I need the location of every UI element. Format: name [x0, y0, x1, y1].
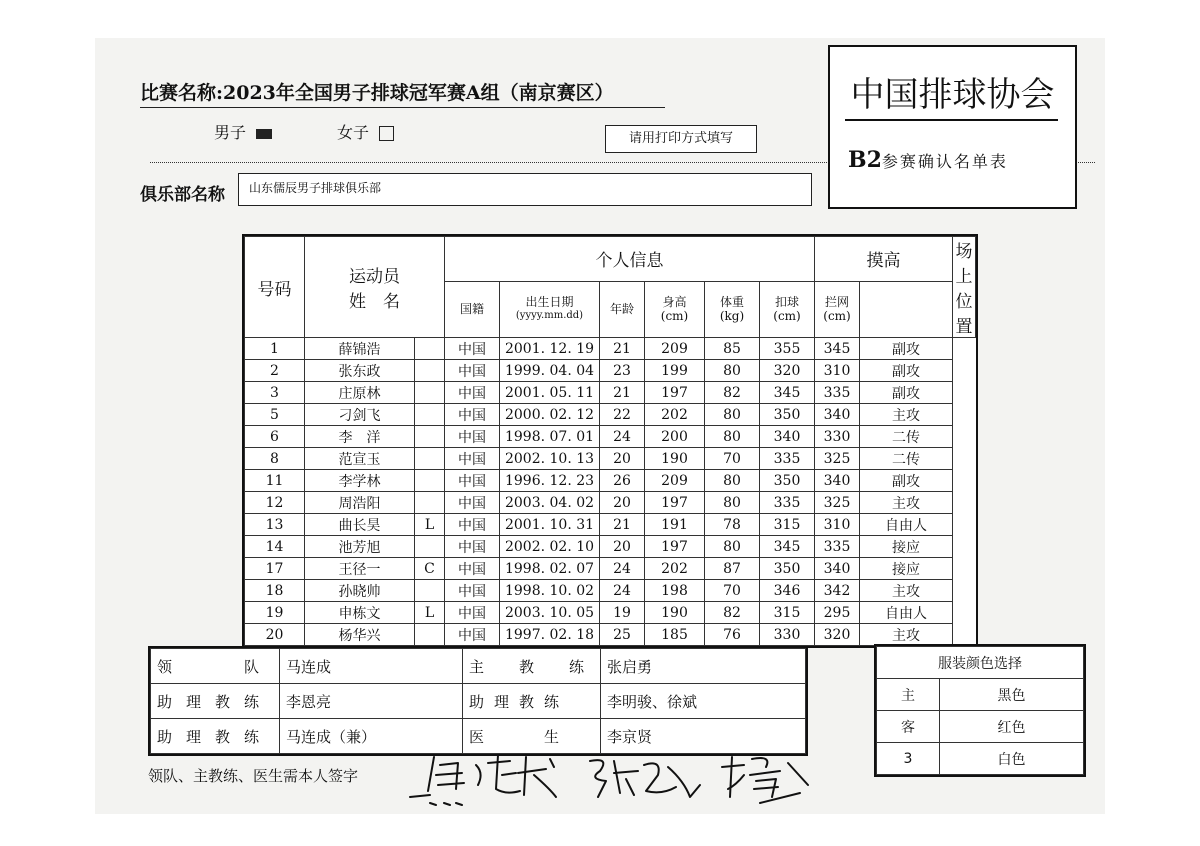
roster-nationality[interactable]: 中国	[445, 536, 500, 558]
roster-age[interactable]: 24	[600, 426, 645, 448]
roster-number[interactable]: 18	[245, 580, 305, 602]
roster-role[interactable]	[415, 492, 445, 514]
leader-value[interactable]: 马连成	[280, 649, 463, 684]
roster-name[interactable]: 李学林	[305, 470, 415, 492]
table-row	[245, 382, 976, 404]
roster-role[interactable]: C	[415, 558, 445, 580]
roster-weight[interactable]: 80	[705, 536, 760, 558]
roster-number[interactable]: 20	[245, 624, 305, 646]
roster-number[interactable]: 6	[245, 426, 305, 448]
roster-spike[interactable]: 345	[760, 536, 815, 558]
roster-position[interactable]: 主攻	[860, 624, 953, 646]
roster-number[interactable]: 5	[245, 404, 305, 426]
roster-role[interactable]	[415, 580, 445, 602]
roster-nationality[interactable]: 中国	[445, 382, 500, 404]
club-label: 俱乐部名称	[140, 185, 225, 205]
roster-age[interactable]: 25	[600, 624, 645, 646]
leader-label: 领 队	[151, 649, 280, 684]
roster-height[interactable]: 185	[645, 624, 705, 646]
roster-block[interactable]: 335	[815, 382, 860, 404]
roster-height[interactable]: 199	[645, 360, 705, 382]
asst-coach-label-1: 助理教练	[151, 684, 280, 719]
doctor-value[interactable]: 李京贤	[601, 719, 806, 754]
roster-spike[interactable]: 350	[760, 404, 815, 426]
roster-nationality[interactable]: 中国	[445, 426, 500, 448]
roster-block[interactable]: 342	[815, 580, 860, 602]
roster-block[interactable]: 340	[815, 404, 860, 426]
roster-name[interactable]: 薛锦浩	[305, 338, 415, 360]
roster-weight[interactable]: 76	[705, 624, 760, 646]
roster-nationality[interactable]: 中国	[445, 624, 500, 646]
roster-spike[interactable]: 346	[760, 580, 815, 602]
roster-block[interactable]: 320	[815, 624, 860, 646]
header-height: 身高 (cm)	[645, 281, 705, 337]
roster-number[interactable]: 13	[245, 514, 305, 536]
table-row	[245, 602, 976, 624]
roster-name[interactable]: 李 洋	[305, 426, 415, 448]
roster-nationality[interactable]: 中国	[445, 470, 500, 492]
roster-weight[interactable]: 82	[705, 382, 760, 404]
roster-birth-date[interactable]: 2001. 05. 11	[500, 382, 600, 404]
roster-nationality[interactable]: 中国	[445, 360, 500, 382]
roster-block[interactable]: 310	[815, 514, 860, 536]
male-option[interactable]: 男子	[214, 120, 272, 143]
roster-nationality[interactable]: 中国	[445, 404, 500, 426]
table-row	[245, 558, 976, 580]
association-name: 中国排球协会	[850, 75, 1055, 115]
roster-spike[interactable]: 340	[760, 426, 815, 448]
roster-height[interactable]: 200	[645, 426, 705, 448]
roster-birth-date[interactable]: 1998. 07. 01	[500, 426, 600, 448]
head-coach-label: 主 教 练	[463, 649, 601, 684]
roster-age[interactable]: 21	[600, 338, 645, 360]
roster-age[interactable]: 21	[600, 382, 645, 404]
header-personal-info: 个人信息	[445, 237, 815, 282]
table-row	[245, 470, 976, 492]
header-block: 拦网 (cm)	[815, 281, 860, 337]
roster-birth-date[interactable]: 1997. 02. 18	[500, 624, 600, 646]
roster-birth-date[interactable]: 1998. 10. 02	[500, 580, 600, 602]
association-rule	[845, 119, 1058, 121]
female-checkbox[interactable]	[379, 126, 394, 141]
asst-coach-value-3[interactable]: 马连成（兼）	[280, 719, 463, 754]
header-position: 场上 位置	[953, 237, 976, 338]
signature-note: 领队、主教练、医生需本人签字	[148, 767, 359, 785]
roster-name[interactable]: 池芳旭	[305, 536, 415, 558]
roster-name[interactable]: 范宣玉	[305, 448, 415, 470]
roster-name[interactable]: 申栋文	[305, 602, 415, 624]
roster-position[interactable]: 自由人	[860, 602, 953, 624]
roster-height[interactable]: 202	[645, 404, 705, 426]
roster-position[interactable]: 副攻	[860, 338, 953, 360]
roster-block[interactable]: 335	[815, 536, 860, 558]
roster-block[interactable]: 325	[815, 448, 860, 470]
table-row	[245, 536, 976, 558]
uniform-label-home: 主	[877, 679, 940, 711]
roster-height[interactable]: 197	[645, 536, 705, 558]
roster-spike[interactable]: 355	[760, 338, 815, 360]
roster-birth-date[interactable]: 1999. 04. 04	[500, 360, 600, 382]
roster-age[interactable]: 23	[600, 360, 645, 382]
female-option[interactable]: 女子	[337, 120, 394, 143]
table-row	[245, 624, 976, 646]
roster-position[interactable]: 副攻	[860, 382, 953, 404]
header-weight: 体重 (kg)	[705, 281, 760, 337]
roster-weight[interactable]: 70	[705, 448, 760, 470]
roster-position[interactable]: 二传	[860, 426, 953, 448]
staff-table	[150, 648, 806, 754]
roster-number[interactable]: 11	[245, 470, 305, 492]
roster-role[interactable]	[415, 360, 445, 382]
uniform-title: 服装颜色选择	[877, 647, 1084, 679]
header-number: 号码	[245, 237, 305, 338]
roster-nationality[interactable]: 中国	[445, 558, 500, 580]
roster-height[interactable]: 197	[645, 382, 705, 404]
roster-role[interactable]	[415, 382, 445, 404]
roster-weight[interactable]: 87	[705, 558, 760, 580]
roster-block[interactable]: 345	[815, 338, 860, 360]
roster-number[interactable]: 19	[245, 602, 305, 624]
roster-name[interactable]: 杨华兴	[305, 624, 415, 646]
roster-name[interactable]: 曲长昊	[305, 514, 415, 536]
roster-weight[interactable]: 80	[705, 470, 760, 492]
uniform-color-third[interactable]: 白色	[940, 743, 1084, 775]
roster-height[interactable]: 202	[645, 558, 705, 580]
roster-role[interactable]	[415, 426, 445, 448]
header-player: 运动员 姓 名	[305, 237, 445, 338]
roster-table	[244, 236, 976, 646]
roster-weight[interactable]: 80	[705, 492, 760, 514]
roster-weight[interactable]: 80	[705, 426, 760, 448]
form-title: B2参赛确认名单表	[848, 147, 1008, 173]
roster-weight[interactable]: 85	[705, 338, 760, 360]
roster-weight[interactable]: 78	[705, 514, 760, 536]
roster-block[interactable]: 340	[815, 470, 860, 492]
roster-number[interactable]: 3	[245, 382, 305, 404]
roster-height[interactable]: 191	[645, 514, 705, 536]
roster-age[interactable]: 24	[600, 580, 645, 602]
roster-spike[interactable]: 335	[760, 492, 815, 514]
table-row	[245, 580, 976, 602]
roster-age[interactable]: 20	[600, 448, 645, 470]
roster-block[interactable]: 325	[815, 492, 860, 514]
table-row	[245, 492, 976, 514]
roster-nationality[interactable]: 中国	[445, 514, 500, 536]
roster-birth-date[interactable]: 2000. 02. 12	[500, 404, 600, 426]
table-row	[245, 360, 976, 382]
roster-role[interactable]: L	[415, 514, 445, 536]
uniform-color-home[interactable]: 黑色	[940, 679, 1084, 711]
header-birth: 出生日期 (yyyy.mm.dd)	[500, 281, 600, 337]
association-box	[828, 45, 1077, 209]
roster-number[interactable]: 8	[245, 448, 305, 470]
roster-weight[interactable]: 70	[705, 580, 760, 602]
roster-block[interactable]: 330	[815, 426, 860, 448]
club-name-field[interactable]: 山东儒辰男子排球俱乐部	[238, 173, 812, 206]
roster-position[interactable]: 接应	[860, 558, 953, 580]
roster-name[interactable]: 王径一	[305, 558, 415, 580]
roster-role[interactable]	[415, 338, 445, 360]
roster-birth-date[interactable]: 1998. 02. 07	[500, 558, 600, 580]
roster-number[interactable]: 14	[245, 536, 305, 558]
roster-nationality[interactable]: 中国	[445, 448, 500, 470]
roster-position[interactable]: 副攻	[860, 470, 953, 492]
table-row	[245, 404, 976, 426]
roster-weight[interactable]: 82	[705, 602, 760, 624]
roster-spike[interactable]: 320	[760, 360, 815, 382]
roster-birth-date[interactable]: 2001. 12. 19	[500, 338, 600, 360]
roster-name[interactable]: 庄原林	[305, 382, 415, 404]
roster-position[interactable]: 主攻	[860, 580, 953, 602]
male-checkbox[interactable]	[256, 129, 272, 139]
roster-number[interactable]: 17	[245, 558, 305, 580]
head-coach-value[interactable]: 张启勇	[601, 649, 806, 684]
roster-birth-date[interactable]: 2003. 04. 02	[500, 492, 600, 514]
roster-number[interactable]: 12	[245, 492, 305, 514]
roster-height[interactable]: 209	[645, 470, 705, 492]
roster-name[interactable]: 刁剑飞	[305, 404, 415, 426]
roster-birth-date[interactable]: 2002. 10. 13	[500, 448, 600, 470]
header-spike: 扣球 (cm)	[760, 281, 815, 337]
roster-weight[interactable]: 80	[705, 404, 760, 426]
print-hint-box: 请用打印方式填写	[605, 125, 757, 153]
header-age: 年龄	[600, 281, 645, 337]
roster-role[interactable]	[415, 470, 445, 492]
roster-height[interactable]: 198	[645, 580, 705, 602]
roster-block[interactable]: 340	[815, 558, 860, 580]
table-row	[245, 338, 976, 360]
roster-position[interactable]: 接应	[860, 536, 953, 558]
table-row	[245, 514, 976, 536]
roster-age[interactable]: 24	[600, 558, 645, 580]
roster-spike[interactable]: 350	[760, 558, 815, 580]
asst-coach-label-2: 助理教练	[463, 684, 601, 719]
roster-position[interactable]: 副攻	[860, 360, 953, 382]
roster-position[interactable]: 自由人	[860, 514, 953, 536]
roster-number[interactable]: 2	[245, 360, 305, 382]
roster-spike[interactable]: 330	[760, 624, 815, 646]
roster-position[interactable]: 主攻	[860, 492, 953, 514]
roster-block[interactable]: 295	[815, 602, 860, 624]
roster-nationality[interactable]: 中国	[445, 338, 500, 360]
roster-birth-date[interactable]: 2001. 10. 31	[500, 514, 600, 536]
roster-spike[interactable]: 350	[760, 470, 815, 492]
roster-birth-date[interactable]: 2003. 10. 05	[500, 602, 600, 624]
roster-role[interactable]	[415, 404, 445, 426]
handwritten-signatures	[400, 745, 840, 815]
doctor-label: 医 生	[463, 719, 601, 754]
roster-role[interactable]	[415, 448, 445, 470]
header-nationality: 国籍	[445, 281, 500, 337]
roster-weight[interactable]: 80	[705, 360, 760, 382]
competition-title: 比赛名称:2023年全国男子排球冠军赛A组（南京赛区）	[140, 78, 665, 108]
roster-height[interactable]: 190	[645, 448, 705, 470]
roster-spike[interactable]: 315	[760, 602, 815, 624]
roster-spike[interactable]: 345	[760, 382, 815, 404]
uniform-color-table	[876, 646, 1084, 775]
roster-role[interactable]	[415, 624, 445, 646]
roster-position[interactable]: 主攻	[860, 404, 953, 426]
uniform-label-away: 客	[877, 711, 940, 743]
roster-name[interactable]: 周浩阳	[305, 492, 415, 514]
roster-name[interactable]: 张东政	[305, 360, 415, 382]
roster-nationality[interactable]: 中国	[445, 492, 500, 514]
roster-role[interactable]: L	[415, 602, 445, 624]
roster-role[interactable]	[415, 536, 445, 558]
roster-number[interactable]: 1	[245, 338, 305, 360]
roster-birth-date[interactable]: 1996. 12. 23	[500, 470, 600, 492]
roster-age[interactable]: 20	[600, 536, 645, 558]
table-row	[245, 426, 976, 448]
asst-coach-value-2[interactable]: 李明骏、徐斌	[601, 684, 806, 719]
roster-birth-date[interactable]: 2002. 02. 10	[500, 536, 600, 558]
roster-height[interactable]: 197	[645, 492, 705, 514]
roster-block[interactable]: 310	[815, 360, 860, 382]
roster-nationality[interactable]: 中国	[445, 580, 500, 602]
roster-nationality[interactable]: 中国	[445, 602, 500, 624]
roster-height[interactable]: 190	[645, 602, 705, 624]
roster-age[interactable]: 20	[600, 492, 645, 514]
roster-height[interactable]: 209	[645, 338, 705, 360]
roster-spike[interactable]: 315	[760, 514, 815, 536]
roster-age[interactable]: 19	[600, 602, 645, 624]
table-row	[245, 448, 976, 470]
roster-age[interactable]: 21	[600, 514, 645, 536]
header-reach: 摸高	[815, 237, 953, 282]
roster-position[interactable]: 二传	[860, 448, 953, 470]
asst-coach-label-3: 助理教练	[151, 719, 280, 754]
roster-age[interactable]: 26	[600, 470, 645, 492]
roster-name[interactable]: 孙晓帅	[305, 580, 415, 602]
asst-coach-value-1[interactable]: 李恩亮	[280, 684, 463, 719]
roster-spike[interactable]: 335	[760, 448, 815, 470]
uniform-color-away[interactable]: 红色	[940, 711, 1084, 743]
roster-age[interactable]: 22	[600, 404, 645, 426]
uniform-label-third: 3	[877, 743, 940, 775]
